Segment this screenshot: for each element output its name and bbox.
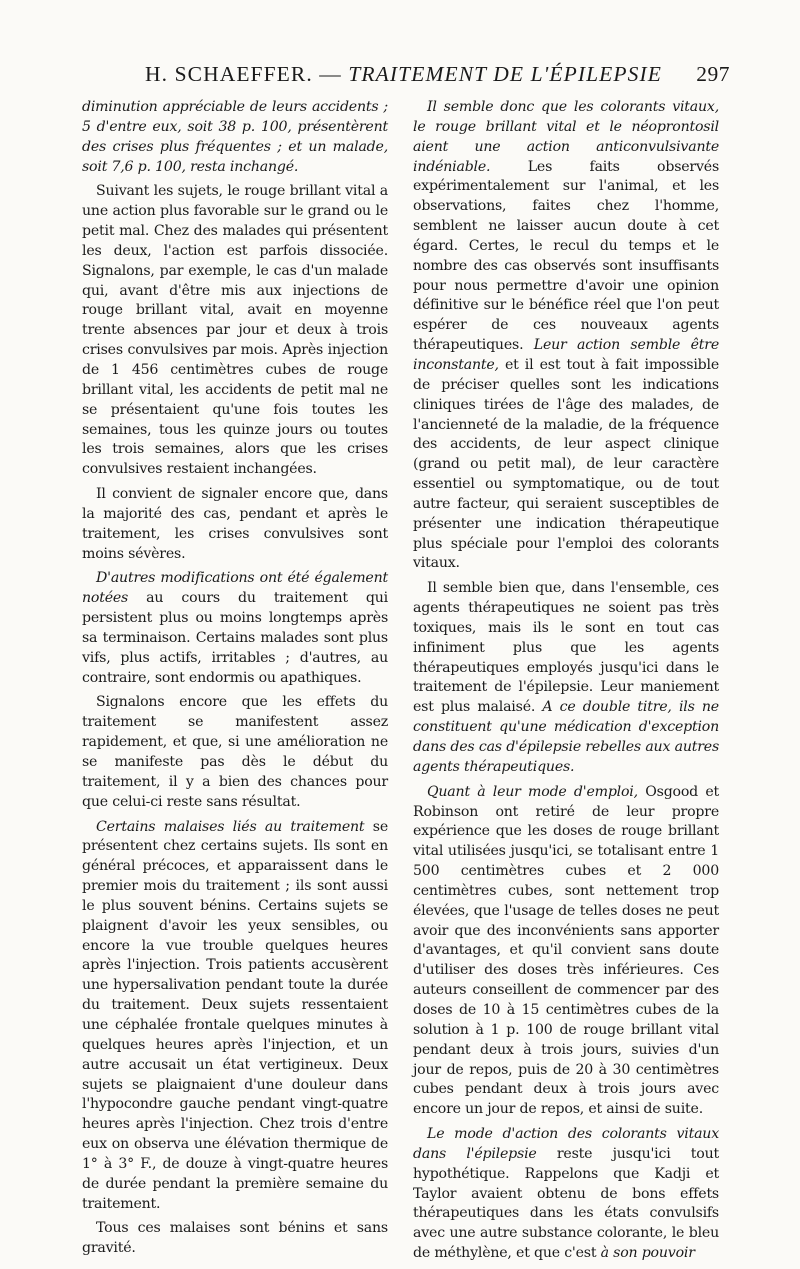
italic-phrase: à son pouvoir xyxy=(600,1245,695,1262)
paragraph: diminution appréciable de leurs accidents ; 5 d'entre eux, soit 38 p. 100, présentèrent des crises plus fréquentes ; et un malade, soit 7,6 p. 100, resta inchangé. xyxy=(82,99,388,175)
paragraph-text: Les faits observés expérimentalement sur l'animal, et les observations, faites chez l'homme, semblent ne laisser aucun doute à cet égard. Certes, le recul du temps et le nombre des cas observés sont insuffisants pour nous permettre d'avoir une opinion définitive sur le bénéfice réel que l'on peut espérer de ces nouveaux agents thérapeutiques. xyxy=(413,158,719,354)
italic-lead: Certains malaises liés au traitement xyxy=(96,818,365,835)
paragraph-text: Osgood et Robinson ont retiré de leur propre expérience que les doses de rouge brillant vital utilisées jusqu'ici, se totalisant entre 1 500 centimètres cubes et 2 000 centimètres cubes, sont nettement trop élevées, que l'usage de telles doses ne peut avoir que des inconvénients sans apporter d'avantages, et qu'il convient sans doute d'utiliser des doses très inférieures. Ces auteurs conseillent de commencer par des doses de 10 à 15 centimètres cubes de la solution à 1 p. 100 de rouge brillant vital pendant deux à trois jours, suivies d'un jour de repos, puis de 20 à 30 centimètres cubes pendant deux à trois jours avec encore un jour de repos, et ainsi de suite. xyxy=(413,783,719,1118)
italic-phrase: Leur action semble être inconstante, xyxy=(413,337,719,373)
article-title: TRAITEMENT DE L'ÉPILEPSIE xyxy=(348,62,662,86)
paragraph: Suivant les sujets, le rouge brillant vital a une action plus favorable sur le grand ou le petit mal. Chez des malades qui présentent les deux, l'action est parfois dissociée. Signalons, par exemple, le cas d'un malade qui, avant d'être mis aux injections de rouge brillant vital, avait en moyenne trente absences par jour et deux à trois crises convulsives par mois. Après injection de 1 456 centimètres cubes de rouge brillant vital, les accidents de petit mal ne se présentaient qu'une fois toutes les semaines, tous les quinze jours ou toutes les trois semaines, alors que les crises convulsives restaient inchangées. xyxy=(82,183,388,478)
page-number: 297 xyxy=(696,62,730,86)
paragraph xyxy=(413,579,719,777)
paragraph: Signalons encore que les effets du traitement se manifestent assez rapidement, et que, si une amélioration ne se manifeste pas dès le début du traitement, il y a bien des chances pour que celui-ci reste sans résultat. xyxy=(82,694,388,810)
italic-phrase: A ce double titre, ils ne constituent qu'une médication d'exception dans des cas d'épilepsie rebelles aux autres agents thérapeutiques. xyxy=(413,699,719,775)
running-header xyxy=(145,62,730,92)
paragraph xyxy=(82,818,388,1215)
paragraph-text: Il semble bien que, dans l'ensemble, ces agents thérapeutiques ne soient pas très toxiques, mais ils le sont en tout cas infiniment plus que les agents thérapeutiques employés jusqu'ici dans le traitement de l'épilepsie. Leur maniement est plus malaisé. xyxy=(413,580,719,716)
left-column xyxy=(82,98,388,1264)
paragraph xyxy=(413,783,719,1120)
paragraph-text: au cours du traitement qui persistent plus ou moins longtemps après sa terminaison. Certains malades sont plus vifs, plus actifs, irritables ; d'autres, au contraire, sont endormis ou apathiques. xyxy=(82,590,388,686)
italic-lead: Il semble donc que les colorants vitaux, le rouge brillant vital et le néoprontosil aient une action anticonvulsivante indéniable. xyxy=(413,99,719,175)
paragraph: Il convient de signaler encore que, dans la majorité des cas, pendant et après le traitement, les crises convulsives sont moins sévères. xyxy=(82,486,388,562)
italic-lead: Quant à leur mode d'emploi, xyxy=(427,783,638,800)
right-column xyxy=(413,98,719,1269)
paragraph xyxy=(82,569,388,688)
paragraph xyxy=(413,98,719,574)
running-title xyxy=(145,62,662,87)
author-name: H. SCHAEFFER. — xyxy=(145,62,349,86)
paragraph-text: reste jusqu'ici tout hypothétique. Rappelons que Kadji et Taylor avaient obtenu de bons effets thérapeutiques dans les états convulsifs avec une autre substance colorante, le bleu de méthylène, et que c'est xyxy=(413,1145,719,1262)
paragraph-text: et il est tout à fait impossible de préciser quelles sont les indications cliniques tirées de l'âge des malades, de l'ancienneté de la maladie, de la fréquence des accidents, de leur aspect clinique (grand ou petit mal), de leur caractère essentiel ou symptomatique, ou de tout autre facteur, qui seraient susceptibles de présenter une indication thérapeutique plus spéciale pour l'emploi des colorants vitaux. xyxy=(413,356,719,572)
paragraph: Tous ces malaises sont bénins et sans gravité. xyxy=(82,1220,388,1257)
italic-lead: D'autres modifications ont été également notées xyxy=(82,570,388,607)
italic-lead: Le mode d'action des colorants vitaux dans l'épilepsie xyxy=(413,1126,719,1162)
paragraph-text: se présentent chez certains sujets. Ils sont en général précoces, et apparaissent dans le premier mois du traitement ; ils sont aussi le plus souvent bénins. Certains sujets se plaignent d'avoir les yeux sensibles, ou encore la vue trouble quelques heures après l'injection. Trois patients accusèrent une hypersalivation pendant toute la durée du traitement. Deux sujets ressentaient une céphalée frontale quelques minutes à quelques heures après l'injection, et un autre accusait un état vertigineux. Deux sujets se plaignaient d'une douleur dans l'hypocondre gauche pendant vingt-quatre heures après l'injection. Chez trois d'entre eux on observa une élévation thermique de 1° à 3° F., de douze à vingt-quatre heures de durée pendant la première semaine du traitement. xyxy=(82,818,388,1212)
